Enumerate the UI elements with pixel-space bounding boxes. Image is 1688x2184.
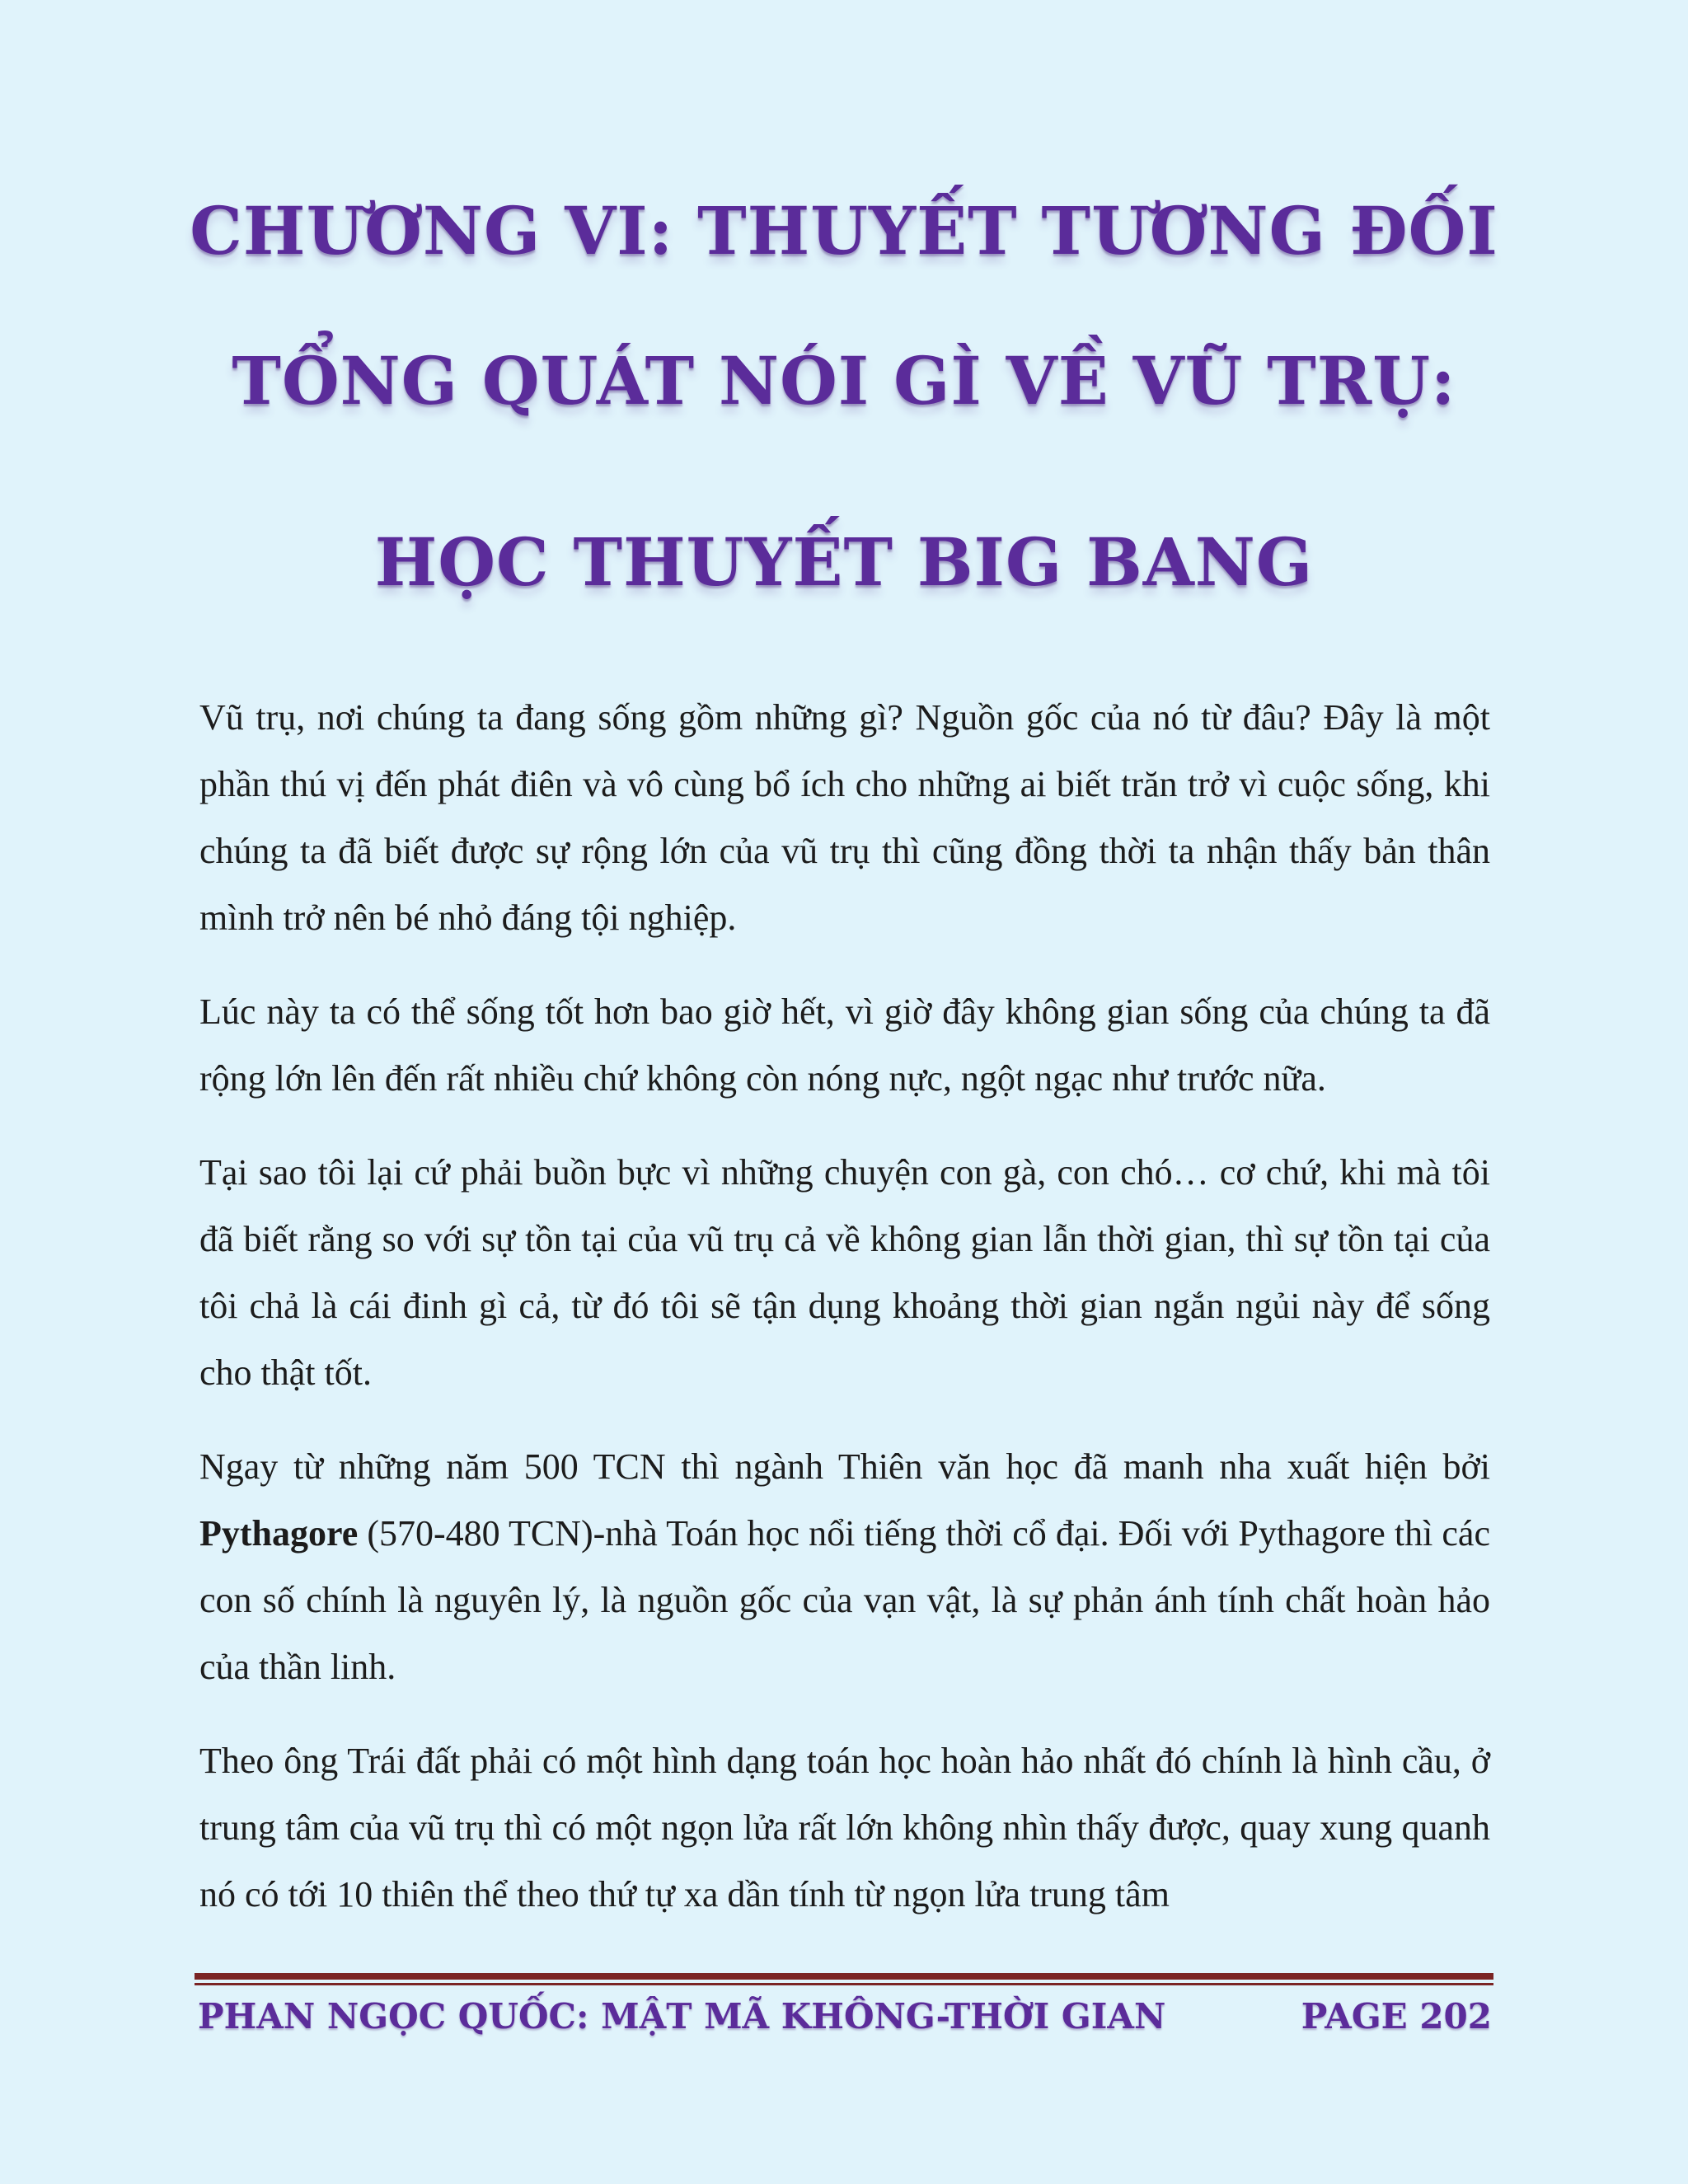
- paragraph-1: Vũ trụ, nơi chúng ta đang sống gồm những gì? Nguồn gốc của nó từ đâu? Đây là một phần thú vị đến phát điên và vô cùng bổ ích cho những ai biết trăn trở vì cuộc sống, khi chúng ta đã biết được sự rộng lớn của vũ trụ thì cũng đồng thời ta nhận thấy bản thân mình trở nên bé nhỏ đáng tội nghiệp.: [199, 697, 1490, 938]
- paragraph-4-end: (570-480 TCN)-nhà Toán học nổi tiếng thời cổ đại. Đối với Pythagore thì các con số chính là nguyên lý, là nguồn gốc của vạn vật, là sự phản ánh tính chất hoàn hảo của thần linh.: [199, 1513, 1490, 1687]
- paragraph-4: [199, 1433, 1490, 1700]
- footer-rule-thin: [195, 1983, 1493, 1985]
- paragraph-5: Theo ông Trái đất phải có một hình dạng toán học hoàn hảo nhất đó chính là hình cầu, ở trung tâm của vũ trụ thì có một ngọn lửa rất lớn không nhìn thấy được, quay xung quanh nó có tới 10 thiên thể theo thứ tự xa dần tính từ ngọn lửa trung tâm: [199, 1741, 1490, 1915]
- paragraph-3: Tại sao tôi lại cứ phải buồn bực vì những chuyện con gà, con chó… cơ chứ, khi mà tôi đã biết rằng so với sự tồn tại của vũ trụ cả về không gian lẫn thời gian, thì sự tồn tại của tôi chả là cái đinh gì cả, từ đó tôi sẽ tận dụng khoảng thời gian ngắn ngủi này để sống cho thật tốt.: [199, 1152, 1490, 1393]
- footer-book-title: PHAN NGỌC QUỐC: MẬT MÃ KHÔNG-THỜI GIAN: [198, 1996, 1166, 2036]
- pythagore-bold: Pythagore: [199, 1513, 359, 1554]
- page-footer: [198, 1988, 1492, 2046]
- body-text: [199, 684, 1490, 1955]
- footer-rule-thick: [195, 1973, 1493, 1980]
- paragraph-2: Lúc này ta có thể sống tốt hơn bao giờ hết, vì giờ đây không gian sống của chúng ta đã rộng lớn lên đến rất nhiều chứ không còn nóng nực, ngột ngạc như trước nữa.: [199, 991, 1490, 1099]
- chapter-title-line-3: HỌC THUYẾT BIG BANG: [374, 523, 1314, 601]
- chapter-title: [132, 190, 1556, 603]
- chapter-title-line-1: CHƯƠNG VI: THUYẾT TƯƠNG ĐỐI: [190, 192, 1498, 269]
- chapter-title-line-2: TỔNG QUÁT NÓI GÌ VỀ VŨ TRỤ:: [232, 342, 1456, 419]
- footer-page-number: PAGE 202: [1301, 1996, 1492, 2036]
- paragraph-4-start: Ngay từ những năm 500 TCN thì ngành Thiên văn học đã manh nha xuất hiện bởi: [199, 1446, 1490, 1487]
